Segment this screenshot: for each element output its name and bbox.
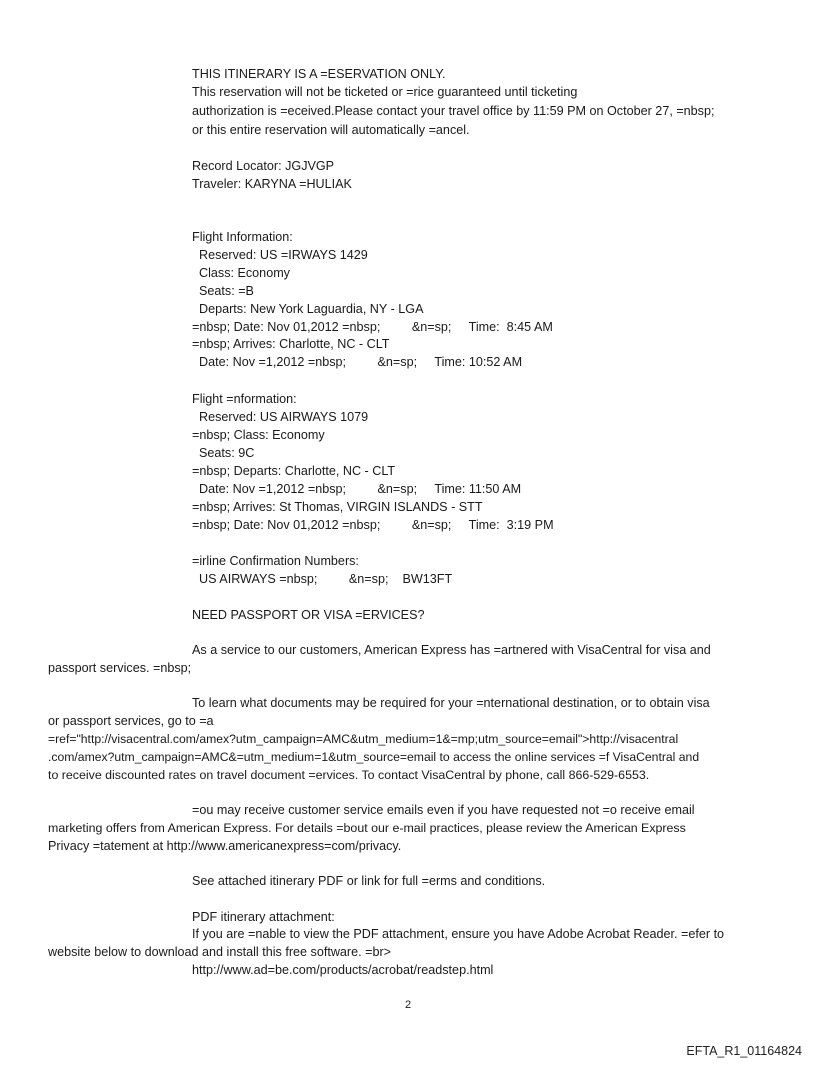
flight2-departs: =nbsp; Departs: Charlotte, NC - CLT xyxy=(192,464,396,478)
confirmation-heading: =irline Confirmation Numbers: xyxy=(192,554,359,568)
flight2-heading: Flight =nformation: xyxy=(192,392,297,406)
flight2-arrives: =nbsp; Arrives: St Thomas, VIRGIN ISLANDS - STT xyxy=(192,500,483,514)
emails-paragraph-line: Privacy =tatement at http://www.americanexpress=com/privacy. xyxy=(48,839,402,853)
passport-heading: NEED PASSPORT OR VISA =ERVICES? xyxy=(192,608,425,622)
pdf-line: If you are =nable to view the PDF attachment, ensure you have Adobe Acrobat Reader. =efer to xyxy=(192,927,725,941)
flight1-heading: Flight Information: xyxy=(192,230,293,244)
notice-line: or this entire reservation will automatically =ancel. xyxy=(192,123,470,137)
confirmation-number: US AIRWAYS =nbsp; &n=sp; BW13FT xyxy=(192,572,453,586)
notice-line: This reservation will not be ticketed or =rice guaranteed until ticketing xyxy=(192,85,578,99)
flight1-arrive-date: Date: Nov =1,2012 =nbsp; &n=sp; Time: 10:52 AM xyxy=(192,355,523,369)
pdf-line: website below to download and install this free software. =br> xyxy=(48,945,392,959)
flight1-seats: Seats: =B xyxy=(192,284,254,298)
record-locator: Record Locator: JGJVGP xyxy=(192,159,335,173)
flight2-seats: Seats: 9C xyxy=(192,446,255,460)
pdf-link[interactable]: http://www.ad=be.com/products/acrobat/readstep.html xyxy=(192,963,494,977)
flight2-depart-date: Date: Nov =1,2012 =nbsp; &n=sp; Time: 11:50 AM xyxy=(192,482,522,496)
flight2-class: =nbsp; Class: Economy xyxy=(192,428,325,442)
traveler-name: Traveler: KARYNA =HULIAK xyxy=(192,177,352,191)
flight1-reserved: Reserved: US =IRWAYS 1429 xyxy=(192,248,368,262)
learn-paragraph-line: .com/amex?utm_campaign=AMC&=utm_medium=1&utm_source=email to access the online services =f VisaCentral and xyxy=(48,750,700,764)
emails-paragraph-line: marketing offers from American Express. For details =bout our e-mail practices, please review the American Express xyxy=(48,821,686,835)
flight1-departs: Departs: New York Laguardia, NY - LGA xyxy=(192,302,424,316)
learn-paragraph-line: =ref="http://visacentral.com/amex?utm_campaign=AMC&utm_medium=1&=mp;utm_source=email">http://visacentral xyxy=(48,732,679,746)
pdf-heading: PDF itinerary attachment: xyxy=(192,910,335,924)
learn-paragraph-line: to receive discounted rates on travel document =ervices. To contact VisaCentral by phone, call 866-529-6553. xyxy=(48,768,650,782)
document-id-footer: EFTA_R1_01164824 xyxy=(686,1044,802,1058)
emails-paragraph-line: =ou may receive customer service emails even if you have requested not =o receive email xyxy=(192,803,695,817)
flight1-depart-date: =nbsp; Date: Nov 01,2012 =nbsp; &n=sp; Time: 8:45 AM xyxy=(192,320,553,334)
page-number: 2 xyxy=(404,999,412,1011)
learn-paragraph-line: or passport services, go to =a xyxy=(48,714,214,728)
notice-heading: THIS ITINERARY IS A =ESERVATION ONLY. xyxy=(192,67,446,81)
notice-line: authorization is =eceived.Please contact your travel office by 11:59 PM on October 27, =nbsp; xyxy=(192,104,715,118)
service-paragraph-line: As a service to our customers, American Express has =artnered with VisaCentral for visa and xyxy=(192,643,711,657)
flight1-class: Class: Economy xyxy=(192,266,290,280)
terms-paragraph: See attached itinerary PDF or link for full =erms and conditions. xyxy=(192,874,546,888)
flight2-reserved: Reserved: US AIRWAYS 1079 xyxy=(192,410,369,424)
flight1-arrives: =nbsp; Arrives: Charlotte, NC - CLT xyxy=(192,337,390,351)
service-paragraph-line: passport services. =nbsp; xyxy=(48,661,192,675)
learn-paragraph-line: To learn what documents may be required for your =nternational destination, or to obtain visa xyxy=(192,696,710,710)
flight2-arrive-date: =nbsp; Date: Nov 01,2012 =nbsp; &n=sp; Time: 3:19 PM xyxy=(192,518,554,532)
